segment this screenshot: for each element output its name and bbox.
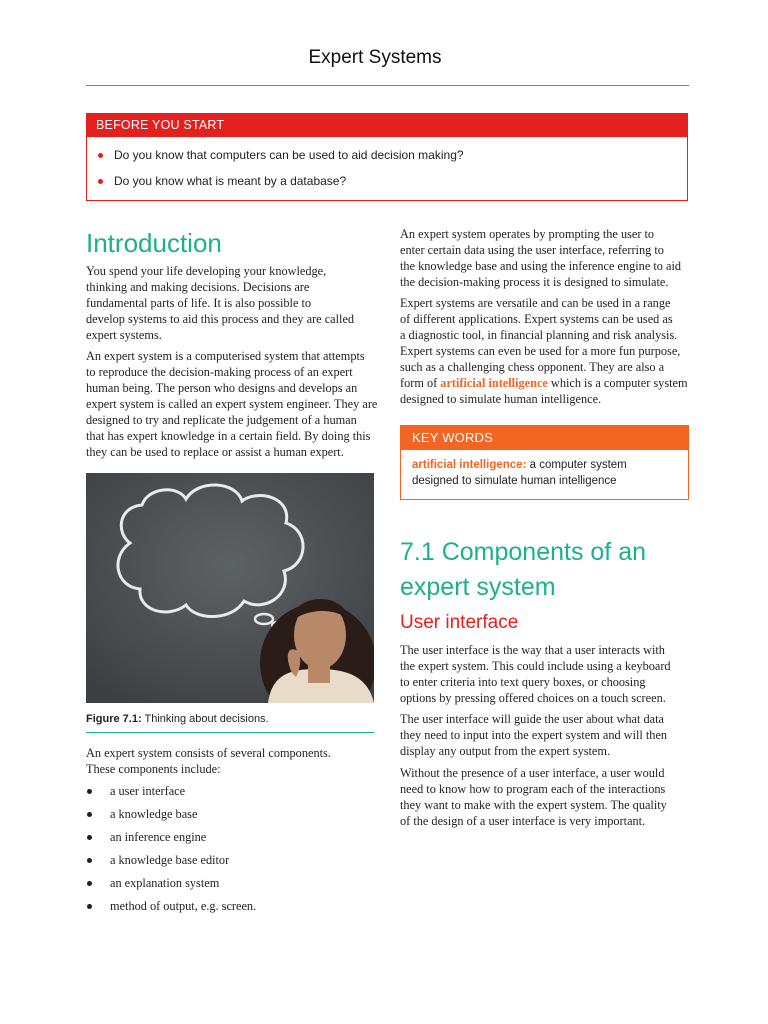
user-interface-paragraph-1: The user interface is the way that a user interacts with the expert system. This could include using a keyboard to enter criteria into text query boxes, or choosing options by pressing offered choices on a touch screen. — [400, 643, 671, 705]
expert-system-applications-paragraph: Expert systems are versatile and can be used in a range of different applications. Expert systems can be used as a diagnostic tool, in financial planning and risk analysis. Expert systems can even be used for a more fun purpose, such as a challenging chess opponent. They are also a form of artificial intelligence which is a computer system designed to simulate human intelligence. — [400, 296, 688, 406]
bullet-icon — [87, 812, 92, 817]
bullet-icon — [87, 835, 92, 840]
before-you-start-item: Do you know what is meant by a database? — [114, 174, 347, 188]
bullet-icon — [87, 904, 92, 909]
figure-caption: Figure 7.1: Thinking about decisions. — [86, 713, 269, 725]
bullet-icon — [87, 789, 92, 794]
key-word-term: artificial intelligence: — [412, 459, 527, 471]
key-words-heading: KEY WORDS — [412, 430, 494, 445]
bullet-icon — [87, 881, 92, 886]
list-item: an explanation system — [110, 876, 220, 890]
user-interface-subheading: User interface — [400, 612, 519, 633]
artificial-intelligence-term: artificial intelligence — [440, 376, 548, 390]
page-title: Expert Systems — [308, 47, 442, 68]
header-divider — [86, 85, 689, 86]
chalkboard-illustration — [86, 473, 374, 703]
user-interface-paragraph-3: Without the presence of a user interface, a user would need to know how to program each of the interactions they want to make with the expert system. The quality of the design of a user interface is very important. — [400, 766, 667, 828]
figure-label: Figure 7.1: — [86, 713, 142, 725]
components-intro: An expert system consists of several components. These components include: — [86, 746, 331, 776]
before-you-start-heading: BEFORE YOU START — [96, 118, 225, 132]
figure-divider — [86, 732, 374, 733]
list-item: a knowledge base editor — [110, 853, 230, 867]
bullet-icon — [98, 153, 103, 158]
before-you-start-item: Do you know that computers can be used to aid decision making? — [114, 148, 464, 162]
list-item: a user interface — [110, 784, 186, 798]
thinking-woman-photo — [86, 473, 374, 703]
list-item: a knowledge base — [110, 807, 198, 821]
key-words-definition: artificial intelligence: a computer system designed to simulate human intelligence — [412, 459, 627, 487]
introduction-paragraph-2: An expert system is a computerised system that attempts to reproduce the decision-making process of an expert human being. The person who designs and develops an expert system is called an expert system engineer. They are designed to try and replicate the judgement of a human that has expert knowledge in a certain field. By doing this they can be used to replace or assist a human expert. — [86, 349, 378, 459]
bullet-icon — [87, 858, 92, 863]
list-item: an inference engine — [110, 830, 207, 844]
expert-system-operation-paragraph: An expert system operates by prompting the user to enter certain data using the user interface, referring to the knowledge base and using the inference engine to aid the decision-making process it is designed to simulate. — [400, 227, 682, 289]
bullet-icon — [98, 179, 103, 184]
introduction-paragraph-1: You spend your life developing your knowledge, thinking and making decisions. Decisions are fundamental parts of life. It is also possible to develop systems to aid this process and they are called expert systems. — [86, 264, 355, 342]
introduction-heading: Introduction — [86, 228, 222, 258]
section-7-1-heading: 7.1 Components of an expert system — [400, 538, 646, 601]
list-item: method of output, e.g. screen. — [110, 899, 257, 913]
user-interface-paragraph-2: The user interface will guide the user about what data they need to input into the expert system and will then display any output from the expert system. — [400, 712, 668, 758]
